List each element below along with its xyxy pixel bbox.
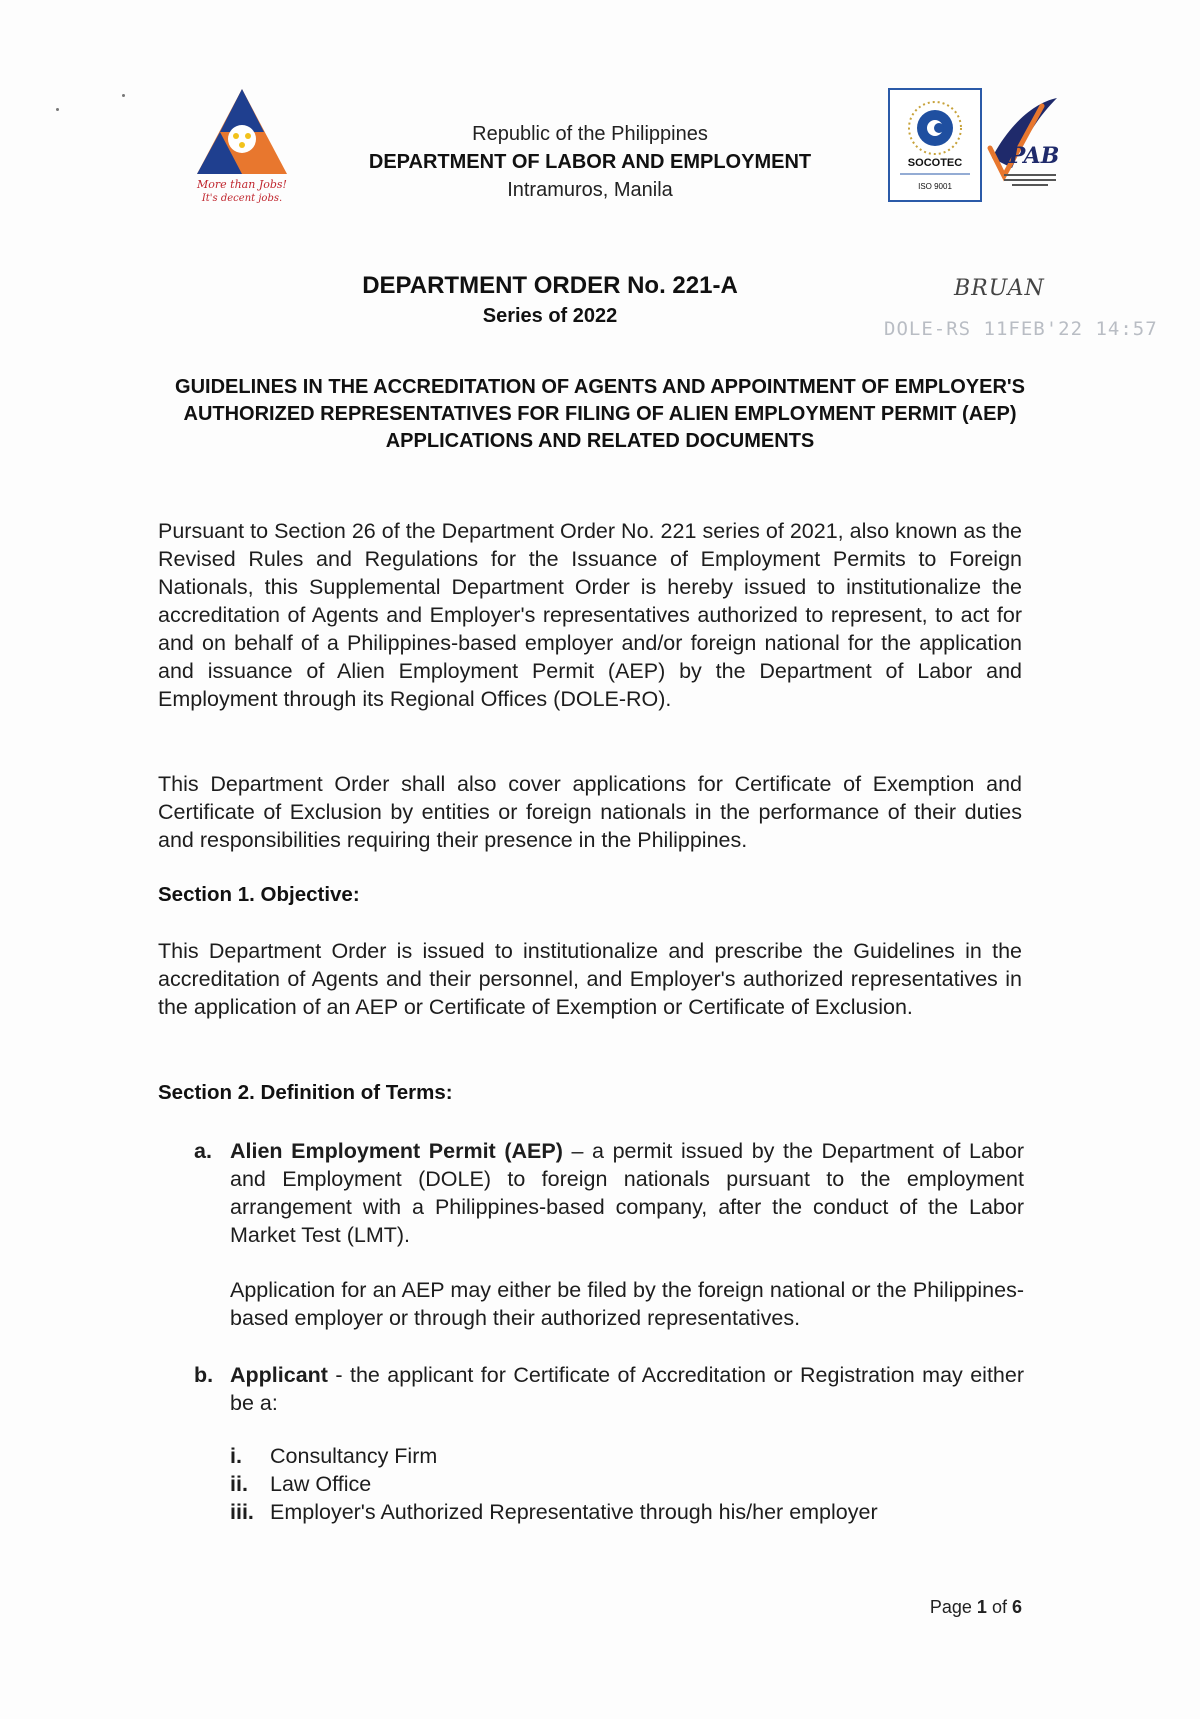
definition-term: Alien Employment Permit (AEP) <box>230 1139 563 1163</box>
pab-accreditation-icon <box>982 88 1062 198</box>
section-1-text: This Department Order is issued to institutionalize and prescribe the Guidelines in the accreditation of Agents and their personnel, and Employer's authorized representatives in the application of an AEP or Certificate of Exemption or Certificate of Exclusion. <box>158 939 1022 1019</box>
list-item: iii. Employer's Authorized Representative through his/her employer <box>230 1500 878 1524</box>
order-title-block <box>300 270 800 330</box>
document-heading: GUIDELINES IN THE ACCREDITATION OF AGENTS AND APPOINTMENT OF EMPLOYER'S AUTHORIZED REPRESENTATIVES FOR FILING OF ALIEN EMPLOYMENT PERMIT (AEP) APPLICATIONS AND RELATED DOCUMENTS <box>175 376 1025 452</box>
definition-aep-note: Application for an AEP may either be filed by the foreign national or the Philippines-based employer or through their authorized representatives. <box>230 1278 1024 1330</box>
socotec-icon <box>890 90 980 200</box>
order-title: DEPARTMENT ORDER No. 221-A <box>362 272 738 299</box>
scan-speck <box>56 108 59 111</box>
definition-applicant <box>194 1361 1024 1417</box>
definition-text: - the applicant for Certificate of Accreditation or Registration may either be a: <box>230 1363 1024 1415</box>
definition-text: – a permit issued by the Department of Labor and Employment (DOLE) to foreign nationals pursuant to the employment arrangement with a Philippines-based company, after the conduct of the Labor Market Test (LMT). <box>230 1139 1024 1247</box>
section-2-title: Section 2. Definition of Terms: <box>158 1081 453 1104</box>
coverage-paragraph: This Department Order shall also cover applications for Certificate of Exemption and Certificate of Exclusion by entities or foreign nationals in the performance of their duties and responsibilities requiring their presence in the Philippines. <box>158 772 1022 852</box>
letterhead-department: DEPARTMENT OF LABOR AND EMPLOYMENT <box>368 151 812 173</box>
scan-speck <box>122 94 125 97</box>
letterhead-address: Intramuros, Manila <box>507 179 673 201</box>
definition-label: b. <box>194 1363 214 1387</box>
received-signature: BRUAN <box>954 276 1045 301</box>
list-item: i. Consultancy Firm <box>230 1444 438 1468</box>
definition-term: Applicant <box>230 1363 328 1387</box>
received-stamp: DOLE-RS 11FEB'22 14:57 <box>884 318 1158 340</box>
letterhead <box>330 120 850 204</box>
cert-pab-label: PAB <box>1008 143 1060 169</box>
intro-paragraph: Pursuant to Section 26 of the Department Order No. 221 series of 2021, also known as the Revised Rules and Regulations for the Issuance of Employment Permits to Foreign Nationals, this Supplemental Department Order is hereby issued to institutionalize the accreditation of Agents and Employer's representatives authorized to represent, to act for and on behalf of a Philippines-based employer and/or foreign national for the application and issuance of Alien Employment Permit (AEP) by the Department of Labor and Employment through its Regional Offices (DOLE-RO). <box>158 519 1022 711</box>
dole-logo <box>192 84 292 204</box>
logo-tagline-2: It's decent jobs. <box>201 193 283 204</box>
logo-tagline-1: More than Jobs! <box>197 178 287 191</box>
list-item: ii. Law Office <box>230 1472 372 1496</box>
cert-iso: ISO 9001 <box>918 182 952 191</box>
order-series: Series of 2022 <box>482 305 618 327</box>
letterhead-republic: Republic of the Philippines <box>472 123 708 145</box>
definition-aep <box>194 1137 1024 1249</box>
cert-name: SOCOTEC <box>907 157 963 169</box>
definition-label: a. <box>194 1139 212 1163</box>
socotec-cert-badge <box>888 88 982 202</box>
section-1-title: Section 1. Objective: <box>158 883 360 906</box>
page-number: Page 1 of 6 <box>929 1597 1022 1617</box>
